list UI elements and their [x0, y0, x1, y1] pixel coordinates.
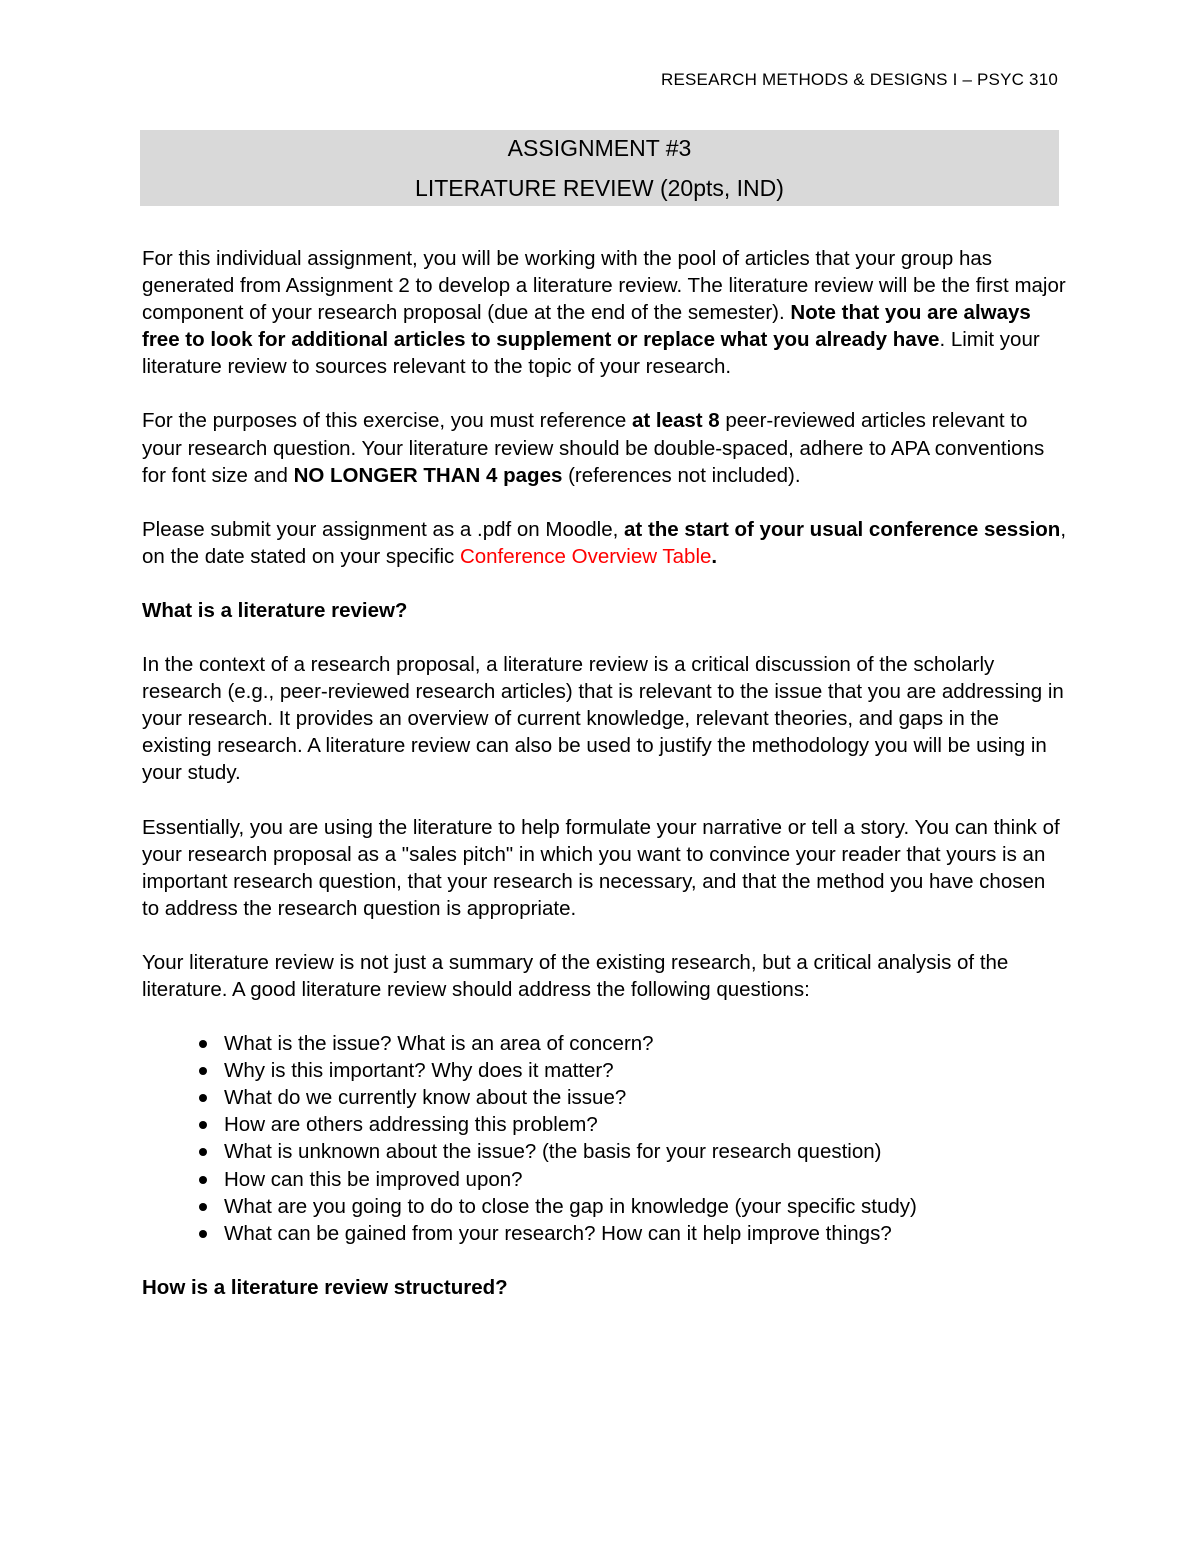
title-block [140, 130, 1059, 206]
question-text: How can this be improved upon? [224, 1167, 523, 1191]
list-item [142, 1138, 1067, 1165]
intro-paragraph-2 [142, 407, 1067, 488]
question-text: What are you going to do to close the gap in knowledge (your specific study) [224, 1194, 917, 1218]
intro-p1-bold: Note that you are always free to look for additional articles to supplement or replace what you already have [142, 301, 1031, 352]
section1-paragraph-2: Essentially, you are using the literature to help formulate your narrative or tell a story. You can think of your research proposal as a "sales pitch" in which you want to convince your reader that yours is an important research question, that your research is necessary, and that the method you have chosen to address the research question is appropriate. [142, 815, 1060, 920]
bullet-icon [199, 1176, 207, 1184]
bullet-icon [199, 1040, 207, 1048]
intro-p2-text-c: (references not included). [562, 463, 801, 487]
question-text: What can be gained from your research? How can it help improve things? [224, 1221, 892, 1245]
assignment-title: ASSIGNMENT #3 [507, 135, 692, 161]
list-item [142, 1193, 1067, 1220]
intro-p1-text-a: For this individual assignment, you will be working with the pool of articles that your group has generated from Assignment 2 to develop a literature review. The literature review will be the first major component of your research proposal (due at the end of the semester). [142, 247, 1066, 325]
bullet-icon [199, 1067, 207, 1075]
document-body [142, 245, 1067, 1328]
section1-paragraph-3: Your literature review is not just a summary of the existing research, but a critical analysis of the literature. A good literature review should address the following questions: [142, 950, 1009, 1001]
intro-p3-text-a: Please submit your assignment as a .pdf on Moodle, [142, 517, 625, 541]
conference-overview-table-link[interactable]: Conference Overview Table [459, 544, 712, 568]
intro-p3-text-b: , on the date stated on your specific [142, 517, 1067, 568]
section1-paragraph-1: In the context of a research proposal, a literature review is a critical discussion of the scholarly research (e.g., peer-reviewed research articles) that is relevant to the issue that you are addressing in your research. It provides an overview of current knowledge, relevant theories, and gaps in the existing research. A literature review can also be used to justify the methodology you will be using in your study. [142, 653, 1064, 785]
list-item [142, 1057, 1067, 1084]
bullet-icon [199, 1148, 207, 1156]
intro-p2-text-a: For the purposes of this exercise, you must reference [142, 409, 632, 433]
intro-p3-end: . [711, 544, 718, 568]
running-header: RESEARCH METHODS & DESIGNS I – PSYC 310 [660, 70, 1058, 89]
questions-list [142, 1030, 1067, 1247]
intro-paragraph-3 [142, 516, 1067, 570]
intro-p1-text-b: . Limit your literature review to sources relevant to the topic of your research. [142, 328, 1040, 379]
list-item [142, 1220, 1067, 1247]
question-text: Why is this important? Why does it matter? [224, 1059, 614, 1083]
list-item [142, 1030, 1067, 1057]
intro-p2-bold-1: at least 8 [631, 409, 720, 433]
intro-p2-bold-2: NO LONGER THAN 4 pages [293, 463, 563, 487]
intro-p2-text-b: peer-reviewed articles relevant to your research question. Your literature review should be double-spaced, adhere to APA conventions for font size and [142, 409, 1045, 487]
assignment-subtitle: LITERATURE REVIEW (20pts, IND) [415, 175, 784, 201]
question-text: How are others addressing this problem? [224, 1113, 598, 1137]
list-item [142, 1111, 1067, 1138]
bullet-icon [199, 1094, 207, 1102]
bullet-icon [199, 1203, 207, 1211]
intro-paragraph-1 [142, 245, 1067, 380]
question-text: What is unknown about the issue? (the basis for your research question) [224, 1140, 882, 1164]
list-item [142, 1166, 1067, 1193]
question-text: What do we currently know about the issue? [224, 1086, 627, 1110]
section-heading-structure: How is a literature review structured? [142, 1275, 508, 1299]
intro-p3-bold: at the start of your usual conference session [624, 517, 1061, 541]
bullet-icon [199, 1230, 207, 1238]
list-item [142, 1084, 1067, 1111]
bullet-icon [199, 1121, 207, 1129]
question-text: What is the issue? What is an area of concern? [224, 1032, 654, 1056]
section-heading-what-is: What is a literature review? [142, 598, 408, 622]
